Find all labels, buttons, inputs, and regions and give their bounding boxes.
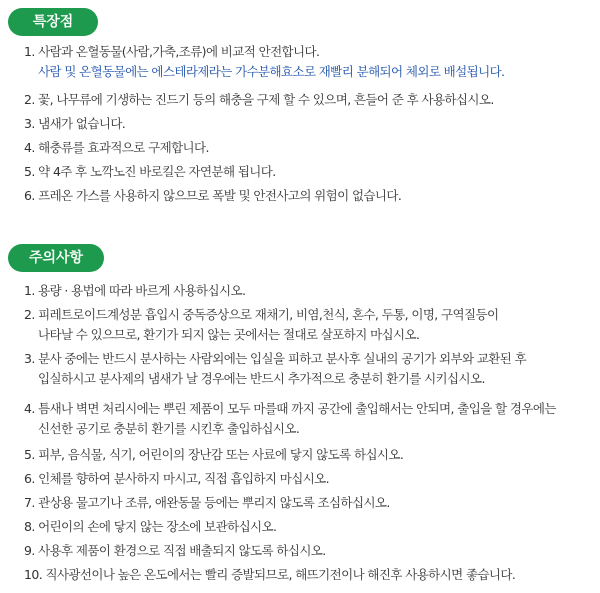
list-item-text: 6. 프레온 가스를 사용하지 않으므로 폭발 및 안전사고의 위험이 없습니다. [24,188,402,203]
list-item-text: 3. 냄새가 없습니다. [24,116,126,131]
list-item [24,445,403,465]
list-item [24,90,494,110]
list-item-text: 5. 피부, 음식물, 식기, 어린이의 장난감 또는 사료에 닿지 않도록 하십시오. [24,447,404,462]
list-item-text: 6. 인체를 향하여 분사하지 마시고, 직접 흡입하지 마십시오. [24,471,330,486]
list-item [24,114,125,134]
list-item-text: 2. 꽃, 나무류에 기생하는 진드기 등의 해충을 구제 할 수 있으며, 흔들어 준 후 사용하십시오. [24,92,494,107]
list-item [24,305,498,345]
list-item [24,281,245,301]
list-item [24,162,276,182]
list-item-text: 7. 관상용 물고기나 조류, 애완동물 등에는 뿌리지 않도록 조심하십시오. [24,495,390,510]
list-item [24,186,401,206]
list-item [24,399,556,439]
list-item-text: 나타날 수 있으므로, 환기가 되지 않는 곳에서는 절대로 살포하지 마십시오. [38,327,420,342]
list-item-text: 1. 사람과 온혈동물(사람,가축,조류)에 비교적 안전합니다. [24,44,320,59]
list-item-text: 9. 사용후 제품이 환경으로 직접 배출되지 않도록 하십시오. [24,543,326,558]
highlight-note: 사람 및 온혈동물에는 에스테라제라는 가수분해효소로 재빨리 분해되어 체외로 배설됩니다. [38,64,505,79]
list-item-text: 4. 틈새나 벽면 처리시에는 뿌린 제품이 모두 마를때 까지 공간에 출입해서는 안되며, 출입을 할 경우에는 [24,401,556,416]
list-item-text: 8. 어린이의 손에 닿지 않는 장소에 보관하십시오. [24,519,277,534]
list-item-text: 신선한 공기로 충분히 환기를 시킨후 출입하십시오. [38,421,300,436]
list-item-text: 1. 용량 · 용법에 따라 바르게 사용하십시오. [24,283,246,298]
list-item [24,42,504,82]
list-item [24,138,209,158]
list-item-text: 5. 약 4주 후 노깍노진 바로킬은 자연분해 됩니다. [24,164,276,179]
cautions-badge: 주의사항 [8,244,104,272]
list-item-text: 2. 피레트로이드계성분 흡입시 중독증상으로 재채기, 비염,천식, 혼수, 두통, 이명, 구역질등이 [24,307,499,322]
list-item [24,493,390,513]
list-item-text: 입실하시고 분사제의 냄새가 날 경우에는 반드시 추가적으로 충분히 환기를 시키십시오. [38,371,485,386]
list-item [24,565,515,585]
list-item-text: 10. 직사광선이나 높은 온도에서는 빨리 증발되므로, 해뜨기전이나 해진후 사용하시면 좋습니다. [24,567,516,582]
list-item-text: 3. 분사 중에는 반드시 분사하는 사람외에는 입실을 피하고 분사후 실내의 공기가 외부와 교환된 후 [24,351,527,366]
list-item-text: 4. 해충류를 효과적으로 구제합니다. [24,140,209,155]
features-badge: 특장점 [8,8,98,36]
list-item [24,349,526,389]
list-item [24,469,329,489]
list-item [24,541,326,561]
list-item [24,517,276,537]
